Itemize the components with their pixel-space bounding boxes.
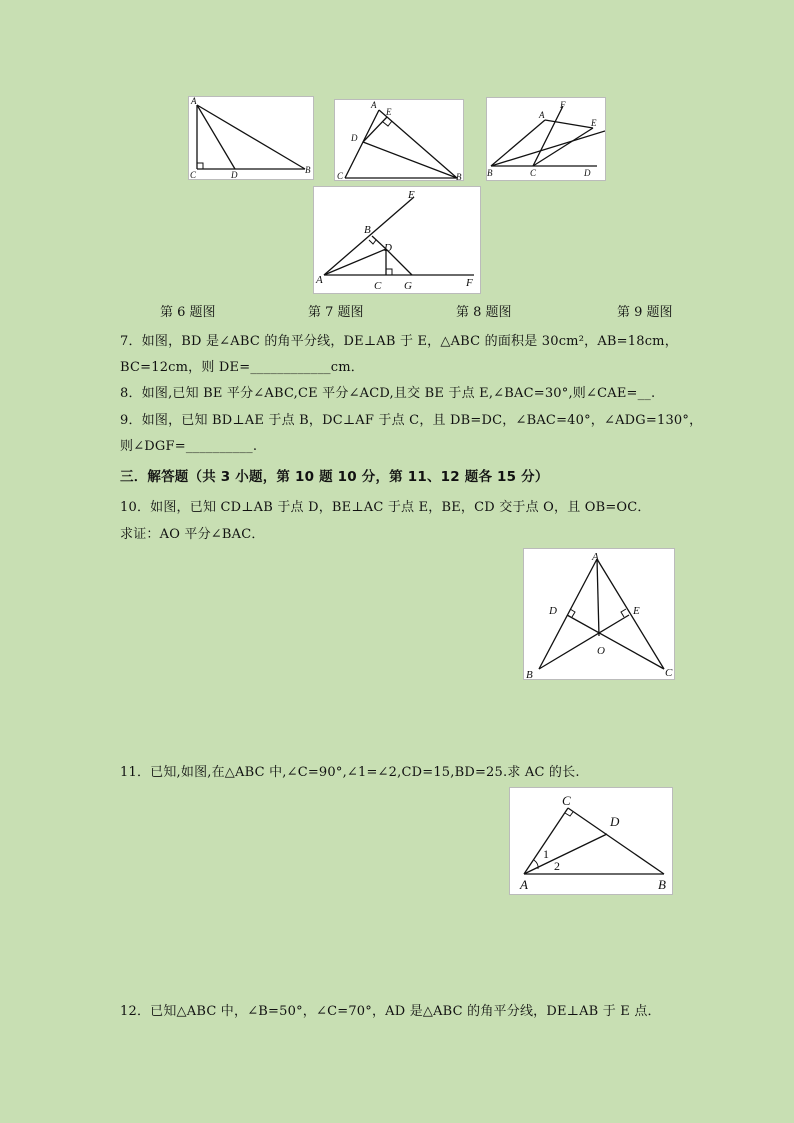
angle-1-label: 1	[543, 847, 549, 861]
q9-line1: 9．如图，已知 BD⊥AE 于点 B，DC⊥AF 于点 C，且 DB=DC，∠BAC=40°，∠ADG=130°，	[120, 413, 703, 428]
figure-q7	[334, 99, 464, 181]
figure-q10	[523, 548, 675, 680]
caption-fig6: 第 6 题图	[160, 305, 216, 320]
label-a: A	[316, 274, 323, 286]
figure-q8	[486, 97, 606, 181]
label-b: B	[487, 168, 493, 178]
label-a: A	[520, 877, 528, 892]
label-e: E	[386, 107, 392, 117]
q10-line1: 10．如图，已知 CD⊥AB 于点 D，BE⊥AC 于点 E，BE，CD 交于点 O，且 OB=OC．	[120, 500, 651, 515]
label-b: B	[364, 224, 371, 236]
figure-q11	[509, 787, 673, 895]
q8-text: 8．如图,已知 BE 平分∠ABC,CE 平分∠ACD,且交 BE 于点 E,∠BAC=30°,则∠CAE=__.	[120, 386, 656, 401]
figure-q9	[313, 186, 481, 294]
q10-line2: 求证：AO 平分∠BAC．	[120, 527, 265, 542]
section-heading: 三．解答题（共 3 小题，第 10 题 10 分，第 11、12 题各 15 分）	[120, 469, 549, 485]
label-e: E	[408, 189, 415, 201]
label-b: B	[305, 165, 311, 175]
label-d: D	[384, 242, 392, 254]
label-d: D	[351, 133, 358, 143]
q7-line1: 7．如图，BD 是∠ABC 的角平分线，DE⊥AB 于 E，△ABC 的面积是 30cm²，AB=18cm，	[120, 334, 678, 349]
q12-text: 12．已知△ABC 中，∠B=50°，∠C=70°，AD 是△ABC 的角平分线，DE⊥AB 于 E 点．	[120, 1004, 661, 1019]
q11-text: 11．已知,如图,在△ABC 中,∠C=90°,∠1=∠2,CD=15,BD=25.求 AC 的长.	[120, 765, 580, 780]
label-d: D	[231, 170, 238, 179]
label-a: A	[592, 551, 599, 563]
caption-fig9: 第 9 题图	[617, 305, 673, 320]
q7-line2: BC=12cm，则 DE=____________cm．	[120, 360, 364, 375]
label-f: F	[466, 277, 473, 289]
label-d: D	[549, 605, 557, 617]
label-a: A	[371, 100, 377, 110]
label-b: B	[526, 669, 533, 679]
label-f: F	[560, 100, 566, 110]
label-d: D	[610, 814, 620, 829]
label-b: B	[456, 172, 462, 180]
label-d: D	[584, 168, 591, 178]
label-c: C	[374, 280, 382, 292]
label-b: B	[658, 877, 666, 892]
label-c: C	[562, 793, 571, 808]
label-c: C	[665, 667, 673, 679]
figure-q6	[188, 96, 314, 180]
label-a: A	[191, 97, 197, 106]
label-g: G	[404, 280, 412, 292]
label-c: C	[190, 170, 197, 179]
label-c: C	[530, 168, 537, 178]
label-e: E	[591, 118, 597, 128]
caption-fig8: 第 8 题图	[456, 305, 512, 320]
label-a: A	[539, 110, 545, 120]
label-e: E	[633, 605, 640, 617]
label-c: C	[337, 171, 344, 180]
label-o: O	[597, 645, 605, 657]
caption-fig7: 第 7 题图	[308, 305, 364, 320]
q9-line2: 则∠DGF=__________.	[120, 439, 258, 454]
angle-2-label: 2	[554, 859, 560, 873]
